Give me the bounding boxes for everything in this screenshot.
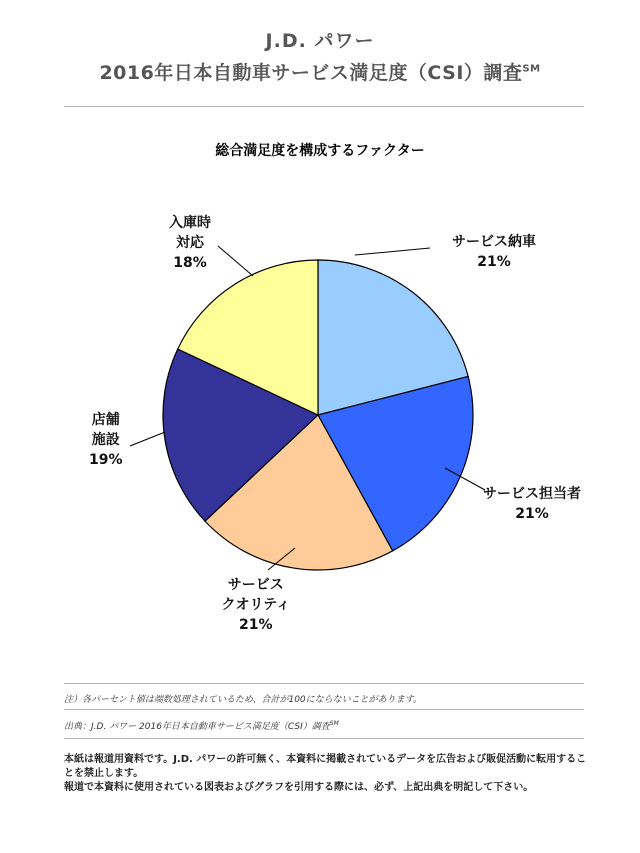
source-note-text: 出典：J.D. パワー 2016年日本自動車サービス満足度（CSI）調査 xyxy=(64,722,330,732)
leader-line-4 xyxy=(130,432,165,446)
source-service-mark: SM xyxy=(329,720,339,727)
slice-value-label: 21% xyxy=(239,617,273,633)
slice-label-text: クオリティ xyxy=(221,597,291,613)
slice-label-text: 店舗 xyxy=(91,412,120,428)
leader-line-5 xyxy=(218,246,253,276)
source-note xyxy=(64,719,339,732)
slice-value-label: 21% xyxy=(515,506,549,522)
slice-label-3 xyxy=(222,575,291,635)
slice-value-label: 21% xyxy=(477,254,511,270)
notes-divider-middle xyxy=(64,709,584,710)
notes-divider-bottom xyxy=(64,738,584,739)
chart-title: 総合満足度を構成するファクター xyxy=(215,143,425,159)
slice-label-text: サービス納車 xyxy=(452,234,536,250)
slice-label-1 xyxy=(452,232,536,272)
slice-label-4 xyxy=(89,410,123,470)
service-mark: SM xyxy=(522,63,541,75)
slice-value-label: 18% xyxy=(173,255,207,271)
survey-title-text: 2016年日本自動車サービス満足度（CSI）調査 xyxy=(99,62,523,84)
publisher-name: J.D. パワー xyxy=(265,30,375,52)
press-disclaimer xyxy=(64,753,594,795)
leader-line-1 xyxy=(355,248,430,255)
disclaimer-line-2: 報道で本資料に使用されている図表およびグラフを引用する際には、必ず、上記出典を明記して下さい。 xyxy=(64,782,534,793)
rounding-note: 注）各パーセント値は端数処理されているため、合計が100にならないことがあります。 xyxy=(64,695,422,705)
slice-label-text: 入庫時 xyxy=(169,215,211,231)
slice-label-2 xyxy=(483,484,581,524)
slice-label-text: サービス担当者 xyxy=(483,486,581,502)
slice-label-5 xyxy=(169,213,211,273)
slice-label-text: 施設 xyxy=(91,432,120,448)
slice-value-label: 19% xyxy=(89,452,123,468)
disclaimer-line-1: 本紙は報道用資料です。J.D. パワーの許可無く、本資料に掲載されているデータを広告および販促活動に転用することを禁止します。 xyxy=(64,754,587,779)
slice-label-text: 対応 xyxy=(176,235,204,251)
slice-label-text: サービス xyxy=(227,577,284,593)
notes-divider-top xyxy=(64,683,584,684)
